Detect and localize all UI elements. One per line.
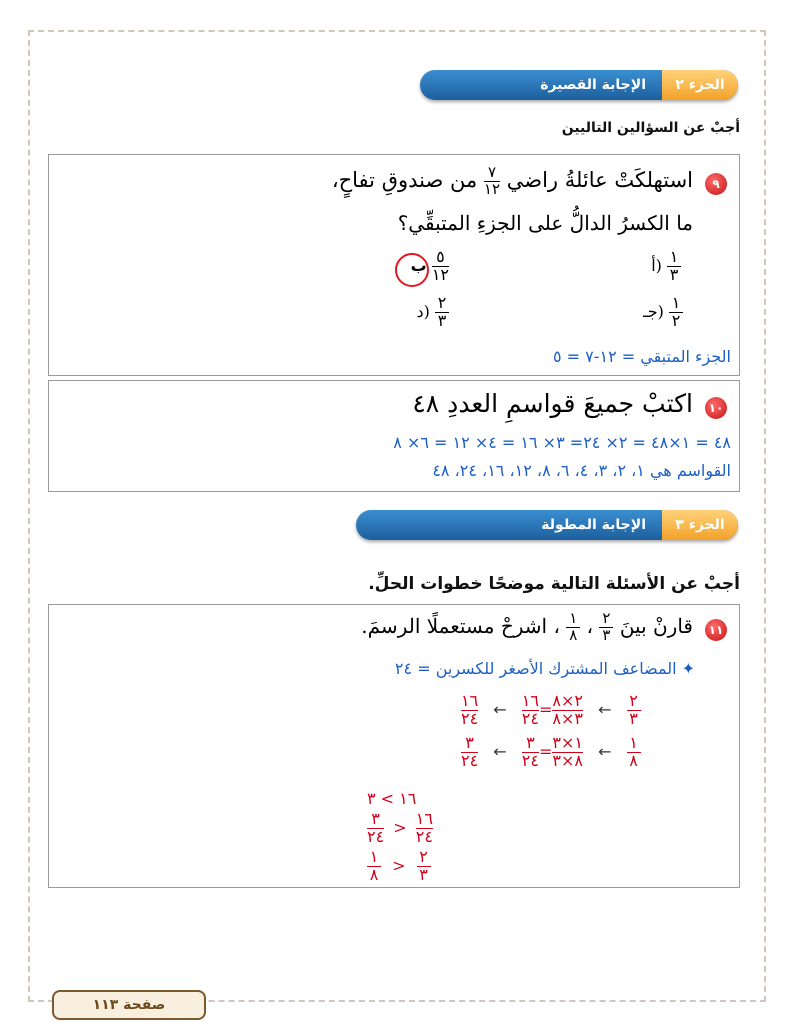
part3-badge: الجزء ٣ [662,510,738,540]
part3-instruction: أجبْ عن الأسئلة التالية موضحًا خطوات الحلِّ. [368,574,740,594]
part3-title: الإجابة المطولة [541,517,646,533]
question-9-box [48,154,740,376]
option-a[interactable]: أ) $\frac{١}{٣}$ [651,249,681,284]
option-d[interactable]: د) $\frac{٢}{٣}$ [417,295,449,330]
part3-banner [356,510,738,540]
part2-title: الإجابة القصيرة [540,77,646,93]
q9-line2: ما الكسرُ الدالُّ على الجزءِ المتبقِّي؟ [397,211,693,235]
q10-prompt: اكتبْ جميعَ قواسمِ العددِ ٤٨ [412,389,693,418]
q11-fraction-1: $\frac{٢}{٣}$ [599,611,613,644]
q10-work: ٤٨ = ١×٤٨ = ٢× ٢٤= ٣× ١٦ = ٤× ١٢ = ٦× ٨ [393,433,731,452]
question-10-box [48,380,740,492]
page-number: صفحة ١١٣ [52,990,206,1020]
conversion-row-2: $\frac{٣}{٢٤}$ ← $\frac{٣}{٢٤}$ = $\frac{١\times ٣}{٨\times ٣}$ ← $\frac{١}{٨}$ [461,735,641,770]
question-number-9: ٩ [705,173,727,195]
conversion-row-1: $\frac{١٦}{٢٤}$ ← $\frac{١٦}{٢٤}$ = $\frac{٢\times ٨}{٣\times ٨}$ ← $\frac{٢}{٣}$ [461,693,641,728]
q11-prompt: قارنْ بينَ $\frac{٢}{٣}$ ، $\frac{١}{٨}$ ، اشرحْ مستعملًا الرسمَ. [361,609,693,644]
selected-answer-circle [395,253,429,287]
part2-badge: الجزء ٢ [662,70,738,100]
q9-text-b: من صندوقِ تفاحٍ، [331,167,478,192]
part2-instruction: أجبْ عن السؤالين التاليين [561,120,740,136]
q11-fraction-2: $\frac{١}{٨}$ [566,611,580,644]
question-number-11: ١١ [705,619,727,641]
option-c[interactable]: جـ) $\frac{١}{٢}$ [643,295,683,330]
option-b[interactable]: ب $\frac{٥}{١٢}$ [410,247,449,284]
question-number-10: ١٠ [705,397,727,419]
q10-factors: القواسم هي ١، ٢، ٣، ٤، ٦، ٨، ١٢، ١٦، ٢٤، ٤٨ [432,461,731,480]
q9-text-a: استهلكَتْ عائلةُ راضي [506,167,693,192]
q9-fraction: $\frac{٧}{١٢}$ [483,163,501,198]
comparison-3: $\frac{١}{٨}$ > $\frac{٢}{٣}$ [367,849,431,884]
q11-lcm: ✦ المضاعف المشترك الأصغر للكسرين = ٢٤ [394,659,695,678]
q9-answer: الجزء المتبقي = ١٢-٧ = ٥ [552,347,731,366]
comparison-2: $\frac{٣}{٢٤}$ > $\frac{١٦}{٢٤}$ [367,809,433,846]
comparison-1: ١٦ > ٣ [367,789,417,808]
part2-banner [420,70,738,100]
question-11-box [48,604,740,888]
q9-line1 [332,165,693,198]
